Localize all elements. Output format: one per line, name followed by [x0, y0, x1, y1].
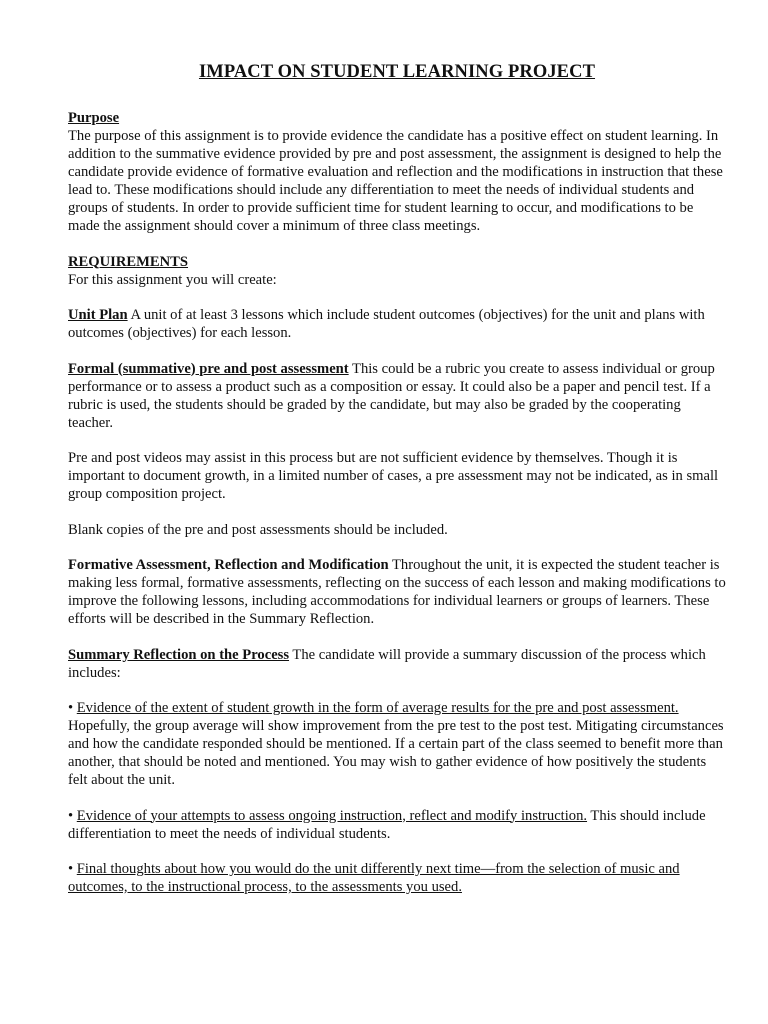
bullet-marker: • [68, 807, 77, 824]
formative-label: Formative Assessment, Reflection and Modification [68, 557, 389, 573]
bullet-text: Hopefully, the group average will show improvement from the pre test to the post test. Mitigating circumstances and how the candidate responded should be mentioned. If a certain part of the class seemed to benefit more than another, that should be noted and mentioned. You may wish to gather evidence of how positively the students felt about the unit. [68, 718, 724, 788]
bullet-underlined-text: Final thoughts about how you would do the unit differently next time—from the selection of music and outcomes, to the instructional process, to the assessments you used. [68, 861, 680, 895]
summary-label: Summary Reflection on the Process [68, 646, 290, 663]
bullet-item [68, 807, 726, 843]
purpose-paragraph: The purpose of this assignment is to provide evidence the candidate has a positive effect on student learning. In addition to the summative evidence provided by pre and post assessment, the assignment is designed to help the candidate provide evidence of formative evaluation and reflection and the modifications in instruction that these lead to. These modifications should include any differentiation to meet the needs of individual students and groups of students. In order to provide sufficient time for student learning to occur, and modifications to be made the assignment should cover a minimum of three class meetings. [68, 128, 723, 234]
unit-plan-text: A unit of at least 3 lessons which include student outcomes (objectives) for the unit and plans with outcomes (objectives) for each lesson. [68, 307, 705, 341]
videos-paragraph: Pre and post videos may assist in this process but are not sufficient evidence by themselves. Though it is important to document growth, in a limited number of cases, a pre assessment may not be indicated, as in small group composition project. [68, 450, 719, 502]
summary-paragraph [68, 646, 726, 682]
bullet-item [68, 860, 726, 896]
unit-plan-label: Unit Plan [68, 307, 128, 323]
formal-assessment-label: Formal (summative) pre and post assessment [68, 360, 349, 377]
blank-copies-paragraph: Blank copies of the pre and post assessments should be included. [68, 521, 448, 538]
bullet-item [68, 699, 726, 789]
formative-paragraph [68, 556, 726, 628]
purpose-heading: Purpose [68, 110, 120, 126]
formal-assessment-text: This could be a rubric you create to assess individual or group performance or to assess a product such as a composition or essay. It could also be a paper and pencil test. If a rubric is used, the students should be graded by the candidate, but may also be graded by the cooperating teacher. [68, 360, 715, 431]
summary-text: The candidate will provide a summary discussion of the process which includes: [68, 646, 706, 681]
document-title: IMPACT ON STUDENT LEARNING PROJECT [198, 62, 596, 82]
formal-assessment-paragraph [68, 360, 726, 432]
formative-text: Throughout the unit, it is expected the student teacher is making less formal, formative assessments, reflecting on the success of each lesson and making modifications to improve the following lessons, including accommodations for individual learners or groups of learners. These efforts will be described in the Summary Reflection. [68, 557, 726, 627]
requirements-heading: REQUIREMENTS [68, 253, 189, 270]
bullet-marker: • [68, 700, 77, 716]
bullet-underlined-text: Evidence of the extent of student growth in the form of average results for the pre and post assessment. [76, 700, 679, 716]
requirements-intro: For this assignment you will create: [68, 271, 277, 288]
bullet-text: This should include differentiation to meet the needs of individual students. [68, 807, 706, 842]
unit-plan-paragraph [68, 306, 726, 342]
bullet-marker: • [68, 861, 77, 877]
bullet-underlined-text: Evidence of your attempts to assess ongoing instruction, reflect and modify instruction. [76, 807, 588, 824]
